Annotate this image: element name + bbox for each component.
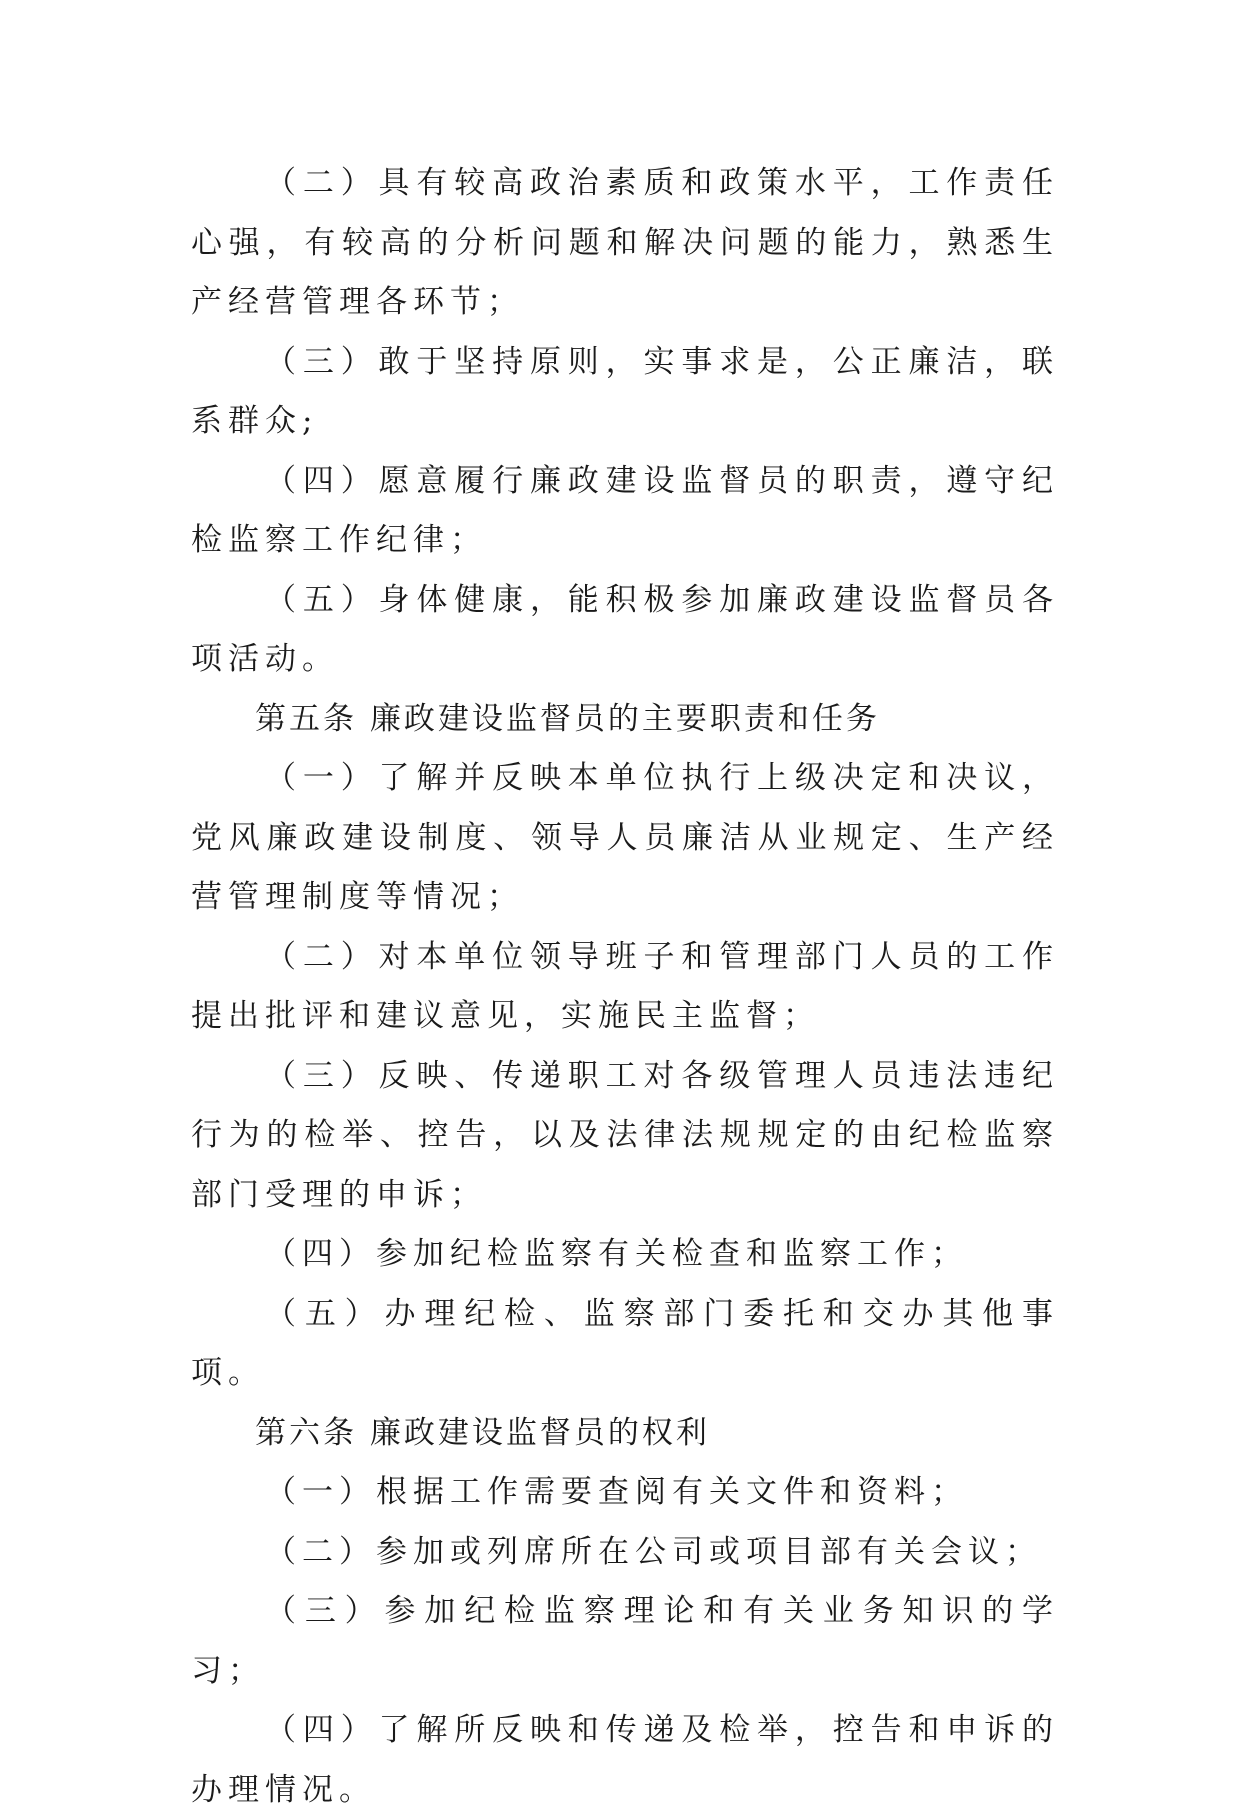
document-body: [191, 154, 1059, 1820]
article-5-heading: 第五条 廉政建设监督员的主要职责和任务: [255, 700, 880, 737]
paragraph-item-3-qualification: （三）敢于坚持原则，实事求是，公正廉洁，联系群众;: [191, 343, 1059, 439]
paragraph-item-4-right: （四）了解所反映和传递及检举，控告和申诉的办理情况。: [191, 1712, 1059, 1808]
paragraph-item-2-right: （二）参加或列席所在公司或项目部有关会议；: [265, 1533, 1042, 1570]
paragraph-item-1-right: （一）根据工作需要查阅有关文件和资料；: [265, 1474, 968, 1510]
paragraph-item-3-duty: （三）反映、传递职工对各级管理人员违法违纪行为的检举、控告，以及法律法规规定的由纪检监察部门受理的申诉；: [191, 1057, 1059, 1213]
paragraph-item-5-qualification: （五）身体健康，能积极参加廉政建设监督员各项活动。: [191, 581, 1059, 677]
paragraph-item-1-duty: （一）了解并反映本单位执行上级决定和决议，党风廉政建设制度、领导人员廉洁从业规定、生产经营管理制度等情况；: [191, 760, 1059, 915]
paragraph-item-3-right: （三）参加纪检监察理论和有关业务知识的学习；: [191, 1593, 1059, 1689]
paragraph-item-4-qualification: （四）愿意履行廉政建设监督员的职责，遵守纪检监察工作纪律；: [191, 462, 1059, 558]
paragraph-item-2-duty: （二）对本单位领导班子和管理部门人员的工作提出批评和建议意见，实施民主监督；: [191, 938, 1059, 1034]
paragraph-item-4-duty: （四）参加纪检监察有关检查和监察工作；: [265, 1236, 968, 1272]
paragraph-item-5-duty: （五）办理纪检、监察部门委托和交办其他事项。: [191, 1295, 1059, 1391]
paragraph-item-2-qualification: （二）具有较高政治素质和政策水平，工作责任心强，有较高的分析问题和解决问题的能力，熟悉生产经营管理各环节；: [191, 165, 1059, 320]
article-6-heading: 第六条 廉政建设监督员的权利: [255, 1414, 710, 1451]
